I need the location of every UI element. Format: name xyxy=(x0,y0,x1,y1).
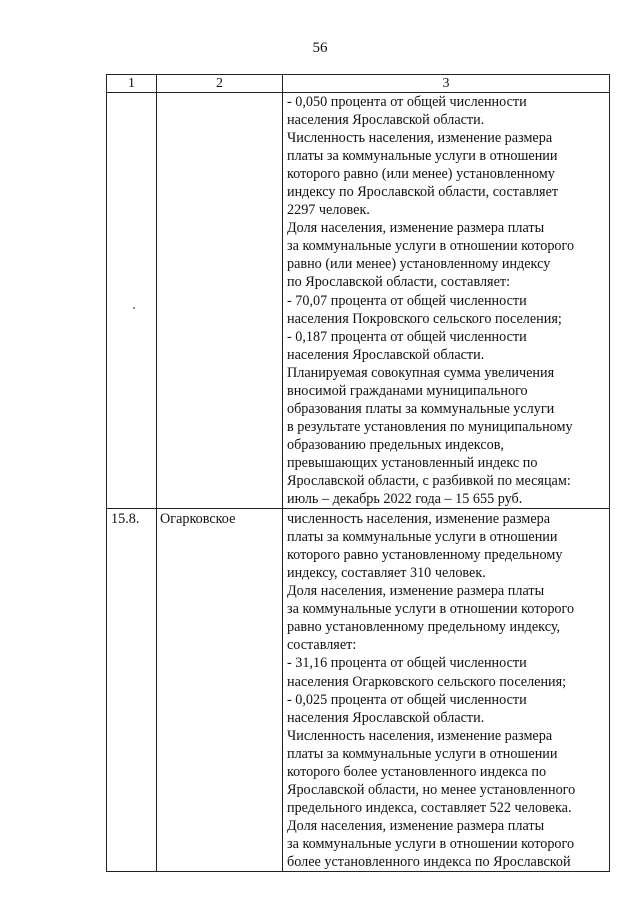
text-line: которого равно (или менее) установленному xyxy=(287,166,555,183)
text-line: равно установленному предельному индексу, xyxy=(287,619,561,636)
header-col-2: 2 xyxy=(157,75,283,93)
text-line: Доля населения, изменение размера платы xyxy=(287,220,545,237)
header-col-3: 3 xyxy=(283,75,610,93)
text-line: превышающих установленный индекс по xyxy=(287,454,538,471)
text-line: Ярославской области, с разбивкой по месяцам: xyxy=(287,472,571,489)
text-line: Численность населения, изменение размера xyxy=(287,727,553,744)
text-line: 2297 человек. xyxy=(287,202,370,219)
text-line: за коммунальные услуги в отношении которого xyxy=(287,238,575,255)
text-line: Планируемая совокупная сумма увеличения xyxy=(287,364,555,381)
text-line: которого равно установленному предельному xyxy=(287,547,563,564)
text-line: составляет: xyxy=(287,637,357,654)
text-line: образования платы за коммунальные услуги xyxy=(287,400,555,417)
text-line: образованию предельных индексов, xyxy=(287,436,504,453)
municipality-name xyxy=(157,93,283,509)
text-line: - 31,16 процента от общей численности xyxy=(287,655,527,672)
text-line: в результате установления по муниципальному xyxy=(287,418,573,435)
text-line: более установленного индекса по Ярославской xyxy=(287,853,571,870)
text-line: за коммунальные услуги в отношении которого xyxy=(287,835,575,852)
text-line: Доля населения, изменение размера платы xyxy=(287,817,545,834)
text-line: населения Ярославской области. xyxy=(287,709,485,726)
text-line: населения Покровского сельского поселения; xyxy=(287,310,562,327)
text-line: населения Ярославской области. xyxy=(287,112,485,129)
row-description xyxy=(283,93,610,509)
row-number xyxy=(107,93,157,509)
text-line: - 0,050 процента от общей численности xyxy=(287,94,527,110)
text-line: Доля населения, изменение размера платы xyxy=(287,583,545,600)
text-line: - 0,187 процента от общей численности xyxy=(287,328,527,345)
table-row xyxy=(107,93,610,509)
text-line: за коммунальные услуги в отношении которого xyxy=(287,601,575,618)
text-line: Ярославской области, но менее установленного xyxy=(287,781,576,798)
row-description xyxy=(283,509,610,872)
text-line: которого более установленного индекса по xyxy=(287,763,547,780)
text-line: Численность населения, изменение размера xyxy=(287,130,553,147)
table-header-row xyxy=(107,75,610,93)
header-col-1: 1 xyxy=(107,75,157,93)
text-line: численность населения, изменение размера xyxy=(287,511,551,528)
text-line: вносимой гражданами муниципального xyxy=(287,382,528,399)
text-line: - 0,025 процента от общей численности xyxy=(287,691,527,708)
text-line: индексу по Ярославской области, составляет xyxy=(287,184,559,201)
text-line: населения Огарковского сельского поселения; xyxy=(287,673,567,690)
municipality-name: Огарковское xyxy=(157,509,283,872)
text-line: - 70,07 процента от общей численности xyxy=(287,292,527,309)
row-number: 15.8. xyxy=(107,509,157,872)
text-line: платы за коммунальные услуги в отношении xyxy=(287,148,558,165)
document-table xyxy=(106,74,610,872)
text-line: индексу, составляет 310 человек. xyxy=(287,565,486,582)
table-row xyxy=(107,509,610,872)
text-line: равно (или менее) установленному индексу xyxy=(287,256,551,273)
text-line: по Ярославской области, составляет: xyxy=(287,274,511,291)
page-number: 56 xyxy=(312,40,328,56)
text-line: предельного индекса, составляет 522 человека. xyxy=(287,799,572,816)
text-line: платы за коммунальные услуги в отношении xyxy=(287,529,558,546)
text-line: населения Ярославской области. xyxy=(287,346,485,363)
text-line: июль – декабрь 2022 года – 15 655 руб. xyxy=(287,491,523,508)
text-line: платы за коммунальные услуги в отношении xyxy=(287,745,558,762)
